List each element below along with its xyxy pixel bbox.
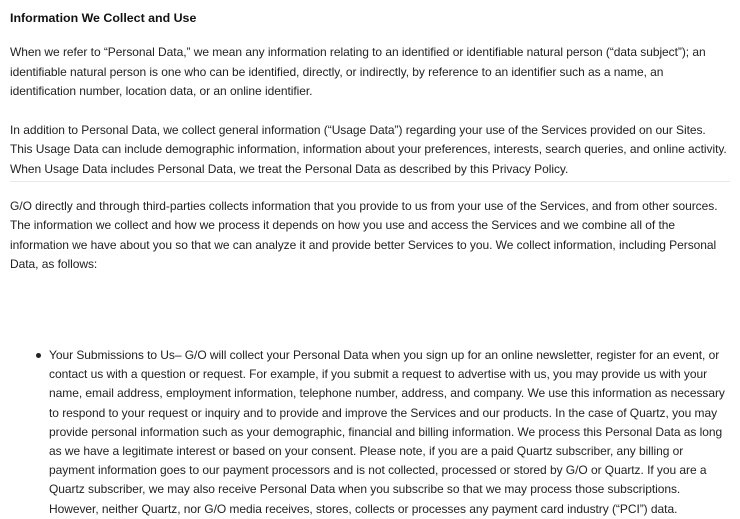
spacer [10, 294, 730, 346]
section-heading: Information We Collect and Use [10, 11, 197, 25]
paragraph-personal-data-definition: When we refer to “Personal Data,” we mean any information relating to an identified or identifiable natural person (“data subject”); an identifiable natural person is one who can be identified, directly, or indirectly, by reference to an identifier such as a name, an identification number, location data, or an online identifier. [10, 45, 706, 99]
divider [10, 181, 730, 182]
collection-list [10, 346, 730, 519]
bullet-icon [36, 353, 41, 358]
paragraph-usage-data-container [10, 121, 730, 180]
paragraph-collection-overview: G/O directly and through third-parties collects information that you provide to us from your use of the Services, and from other sources. The information we collect and how we process it depends on how you use and access the Services and we combine all of the information we have about you so that we can analyze it and provide better Services to you. We collect information, including Personal Data, as follows: [10, 198, 718, 272]
paragraph-usage-data: In addition to Personal Data, we collect general information (“Usage Data”) regarding your use of the Services provided on our Sites. This Usage Data can include demographic information, information about your preferences, interests, search queries, and online activity. When Usage Data includes Personal Data, we treat the Personal Data as described by this Privacy Policy. [10, 122, 727, 176]
list-item-text: Your Submissions to Us– G/O will collect your Personal Data when you sign up for an online newsletter, register for an event, or contact us with a question or request. For example, if you submit a request to advertise with us, you may provide us with your name, email address, employment information, telephone number, address, and company. We use this information as necessary to respond to your request or inquiry and to provide and improve the Services and our products. In the case of Quartz, you may provide personal information such as your demographic, financial and billing information. We process this Personal Data as long as we have a legitimate interest or based on your consent. Please note, if you are a paid Quartz subscriber, any billing or payment information goes to our payment processors and is not collected, processed or stored by G/O or Quartz. If you are a Quartz subscriber, we may also receive Personal Data when you subscribe so that we may process those subscriptions. However, neither Quartz, nor G/O media receives, stores, collects or processes any payment card industry (“PCI”) data. [49, 347, 725, 516]
list-item [49, 346, 730, 519]
